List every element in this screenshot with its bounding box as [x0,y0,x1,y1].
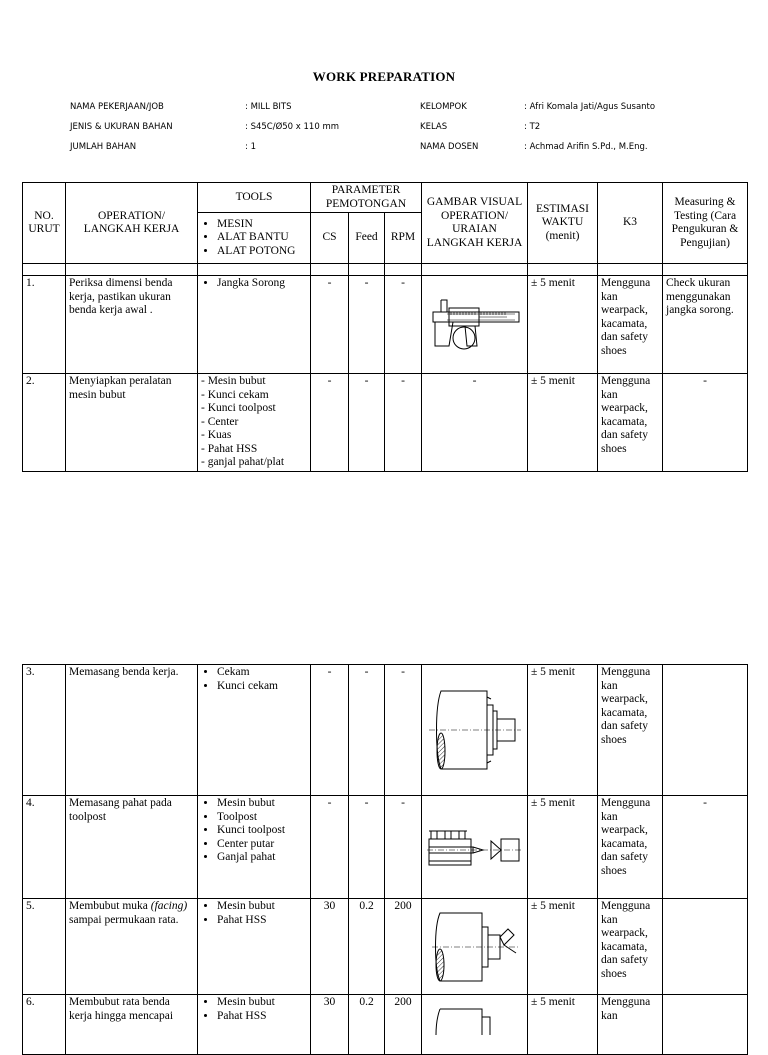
row-tools-item: • Cekam [217,666,307,680]
row-operation: Periksa dimensi benda kerja, pastikan ukuran benda kerja awal . [66,276,198,374]
row-cs: - [311,665,349,796]
row-tools-item: • Center putar [217,838,307,852]
row-tools-item: • Kunci toolpost [217,824,307,838]
row-operation-text: sampai permukaan rata. [69,913,179,926]
info-value-kelompok: : Afri Komala Jati/Agus Susanto [524,102,656,112]
row-operation-text: Membubut muka [69,900,151,912]
chuck-workpiece-drawing-icon [422,665,528,796]
row-waktu: ± 5 menit [528,276,598,374]
row-tools-item: - Pahat HSS [201,442,258,455]
row-tools-item: - Center [201,415,239,428]
header-operation: OPERATION/ LANGKAH KERJA [66,183,198,264]
row-tools-item: • Jangka Sorong [217,277,307,291]
row-no: 3. [23,665,66,796]
row-cs: - [311,374,349,472]
header-tools-item: • ALAT POTONG [217,245,307,259]
facing-drawing-icon [422,899,528,995]
header-tools: TOOLS [198,183,311,213]
row-k3: Mengguna kan wearpack, kacamata, dan safety shoes [598,276,663,374]
row-measuring: Check ukuran menggunakan jangka sorong. [663,276,748,374]
row-rpm: - [385,796,422,899]
header-estimasi-unit: (menit) [545,229,580,242]
header-tools-list [198,213,311,264]
header-feed: Feed [349,213,385,264]
row-measuring [663,665,748,796]
row-feed: 0.2 [349,899,385,995]
row-k3: Mengguna kan wearpack, kacamata, dan safety shoes [598,665,663,796]
row-feed: 0.2 [349,995,385,1055]
row-waktu: ± 5 menit [528,796,598,899]
row-no: 5. [23,899,66,995]
header-gambar: GAMBAR VISUAL OPERATION/ URAIAN LANGKAH KERJA [422,183,528,264]
row-no: 4. [23,796,66,899]
row-tools [198,665,311,796]
row-no: 2. [23,374,66,472]
table-row [23,276,748,374]
table-row [23,796,748,899]
header-estimasi [528,183,598,264]
info-label-jumlah: JUMLAH BAHAN [70,142,137,152]
info-value-dosen: : Achmad Arifin S.Pd., M.Eng. [524,142,648,152]
row-rpm: 200 [385,995,422,1055]
row-waktu: ± 5 menit [528,899,598,995]
header-cs: CS [311,213,349,264]
row-rpm: - [385,276,422,374]
row-tools-item: • Ganjal pahat [217,851,307,865]
row-waktu: ± 5 menit [528,995,598,1055]
row-operation [66,899,198,995]
header-tools-item: • ALAT BANTU [217,231,307,245]
row-tools-item: - ganjal pahat/plat [201,456,285,468]
info-label-job: NAMA PEKERJAAN/JOB [70,102,164,112]
row-feed: - [349,374,385,472]
table-row [23,899,748,995]
header-k3: K3 [598,183,663,264]
header-no: NO. URUT [23,183,66,264]
row-tools [198,899,311,995]
toolpost-drawing-icon [422,796,528,899]
row-operation: Memasang pahat pada toolpost [66,796,198,899]
work-prep-table-1 [22,182,748,472]
row-cs: - [311,796,349,899]
row-no: 6. [23,995,66,1055]
row-tools [198,995,311,1055]
row-cs: 30 [311,899,349,995]
row-measuring [663,899,748,995]
row-operation-term: (facing) [150,900,188,912]
row-feed: - [349,665,385,796]
header-estimasi-label: ESTIMASI WAKTU [535,202,590,229]
table-row [23,665,748,796]
header-parameter: PARAMETER PEMOTONGAN [311,183,422,213]
row-measuring [663,995,748,1055]
row-no: 1. [23,276,66,374]
row-feed: - [349,276,385,374]
row-k3: Mengguna kan wearpack, kacamata, dan safety shoes [598,899,663,995]
table-row [23,995,748,1055]
row-tools-item: • Pahat HSS [217,914,307,928]
row-rpm: - [385,374,422,472]
row-operation: Memasang benda kerja. [66,665,198,796]
row-operation: Menyiapkan peralatan mesin bubut [66,374,198,472]
table-row [23,374,748,472]
row-tools-item: • Kunci cekam [217,680,307,694]
row-tools-item: • Toolpost [217,811,307,825]
turning-drawing-icon [422,995,528,1055]
row-k3: Mengguna kan [598,995,663,1055]
info-value-job: : MILL BITS [245,102,292,112]
info-value-jumlah: : 1 [245,142,256,152]
row-tools-item: • Mesin bubut [217,900,307,914]
info-value-bahan: : S45C/Ø50 x 110 mm [245,122,340,132]
spacer-row [23,264,748,276]
row-tools [198,374,311,472]
info-value-kelas: : T2 [524,122,541,132]
caliper-drawing-icon [422,276,528,374]
row-measuring: - [663,374,748,472]
row-measuring: - [663,796,748,899]
row-cs: - [311,276,349,374]
info-label-bahan: JENIS & UKURAN BAHAN [70,122,173,132]
info-label-kelas: KELAS [420,122,448,132]
header-tools-item: • MESIN [217,218,307,232]
row-cs: 30 [311,995,349,1055]
info-label-kelompok: KELOMPOK [420,102,467,112]
row-tools-item: - Kunci toolpost [201,402,276,414]
row-feed: - [349,796,385,899]
header-rpm: RPM [385,213,422,264]
row-tools-item: • Mesin bubut [217,797,307,811]
row-tools-item: - Kunci cekam [201,388,269,401]
row-tools-item: • Pahat HSS [217,1010,307,1024]
row-k3: Mengguna kan wearpack, kacamata, dan safety shoes [598,374,663,472]
row-tools [198,276,311,374]
header-measuring: Measuring & Testing (Cara Pengukuran & Pengujian) [663,183,748,264]
row-k3: Mengguna kan wearpack, kacamata, dan safety shoes [598,796,663,899]
row-tools-item: • Mesin bubut [217,996,307,1010]
info-label-dosen: NAMA DOSEN [420,142,479,152]
row-rpm: - [385,665,422,796]
row-gambar: - [422,374,528,472]
work-prep-table-2 [22,664,748,1055]
row-operation: Membubut rata benda kerja hingga mencapai [66,995,198,1055]
row-rpm: 200 [385,899,422,995]
row-tools-item: - Mesin bubut [201,375,266,387]
row-waktu: ± 5 menit [528,665,598,796]
row-tools [198,796,311,899]
row-tools-item: - Kuas [201,429,232,441]
row-waktu: ± 5 menit [528,374,598,472]
page-title: WORK PREPARATION [312,69,456,84]
